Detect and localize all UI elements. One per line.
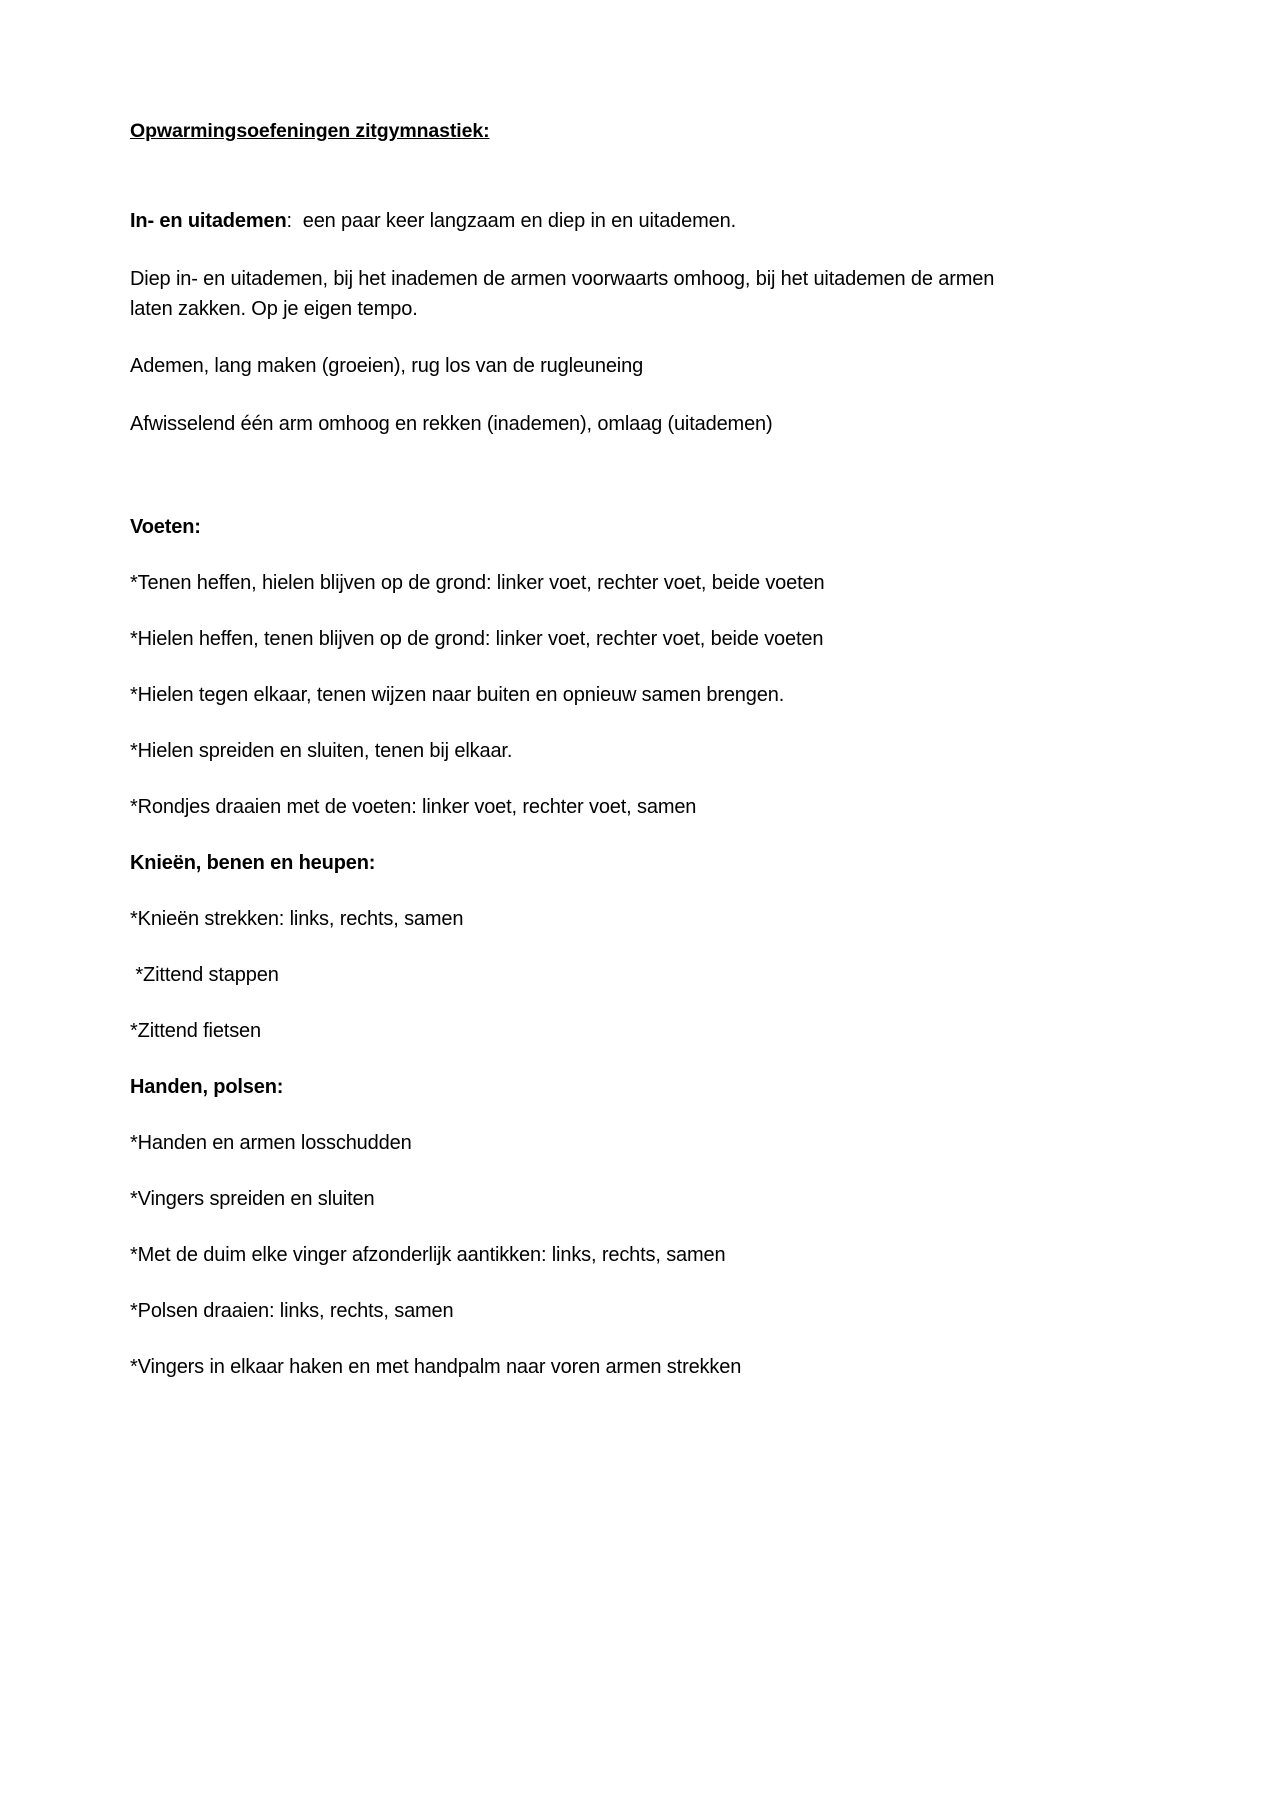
- list-item: *Polsen draaien: links, rechts, samen: [130, 1300, 454, 1323]
- section-heading-handen-polsen: Handen, polsen:: [130, 1076, 284, 1099]
- breathing-lead-text: : een paar keer langzaam en diep in en uitademen.: [286, 210, 736, 233]
- list-item: *Knieën strekken: links, rechts, samen: [130, 908, 464, 931]
- list-item: *Hielen tegen elkaar, tenen wijzen naar buiten en opnieuw samen brengen.: [130, 684, 785, 707]
- list-item: *Hielen spreiden en sluiten, tenen bij elkaar.: [130, 740, 513, 763]
- list-item: *Handen en armen losschudden: [130, 1132, 412, 1155]
- section-heading-voeten: Voeten:: [130, 516, 201, 539]
- breathing-lead-paragraph: [130, 206, 1030, 236]
- section-heading-knieen-benen-heupen: Knieën, benen en heupen:: [130, 852, 376, 875]
- list-item: *Vingers spreiden en sluiten: [130, 1188, 375, 1211]
- list-item: *Zittend stappen: [130, 964, 279, 987]
- list-item: *Rondjes draaien met de voeten: linker voet, rechter voet, samen: [130, 796, 697, 819]
- breathing-paragraph-3: Afwisselend één arm omhoog en rekken (inademen), omlaag (uitademen): [130, 412, 773, 435]
- breathing-lead-label: In- en uitademen: [130, 210, 287, 233]
- breathing-paragraph-2: Ademen, lang maken (groeien), rug los van de rugleuneing: [130, 355, 644, 378]
- list-item: *Tenen heffen, hielen blijven op de grond: linker voet, rechter voet, beide voeten: [130, 572, 825, 595]
- list-item: *Zittend fietsen: [130, 1020, 262, 1043]
- breathing-paragraph-1: Diep in- en uitademen, bij het inademen de armen voorwaarts omhoog, bij het uitademen de armen laten zakken. Op je eigen tempo.: [130, 267, 1000, 321]
- list-item: *Met de duim elke vinger afzonderlijk aantikken: links, rechts, samen: [130, 1244, 726, 1267]
- list-item: *Vingers in elkaar haken en met handpalm naar voren armen strekken: [130, 1356, 742, 1379]
- page-title: Opwarmingsoefeningen zitgymnastiek:: [130, 120, 490, 142]
- document-body: [130, 118, 1030, 1382]
- title-spacer: [130, 144, 1030, 206]
- list-item: *Hielen heffen, tenen blijven op de grond: linker voet, rechter voet, beide voeten: [130, 628, 824, 651]
- breathing-section-spacer: [130, 466, 1030, 512]
